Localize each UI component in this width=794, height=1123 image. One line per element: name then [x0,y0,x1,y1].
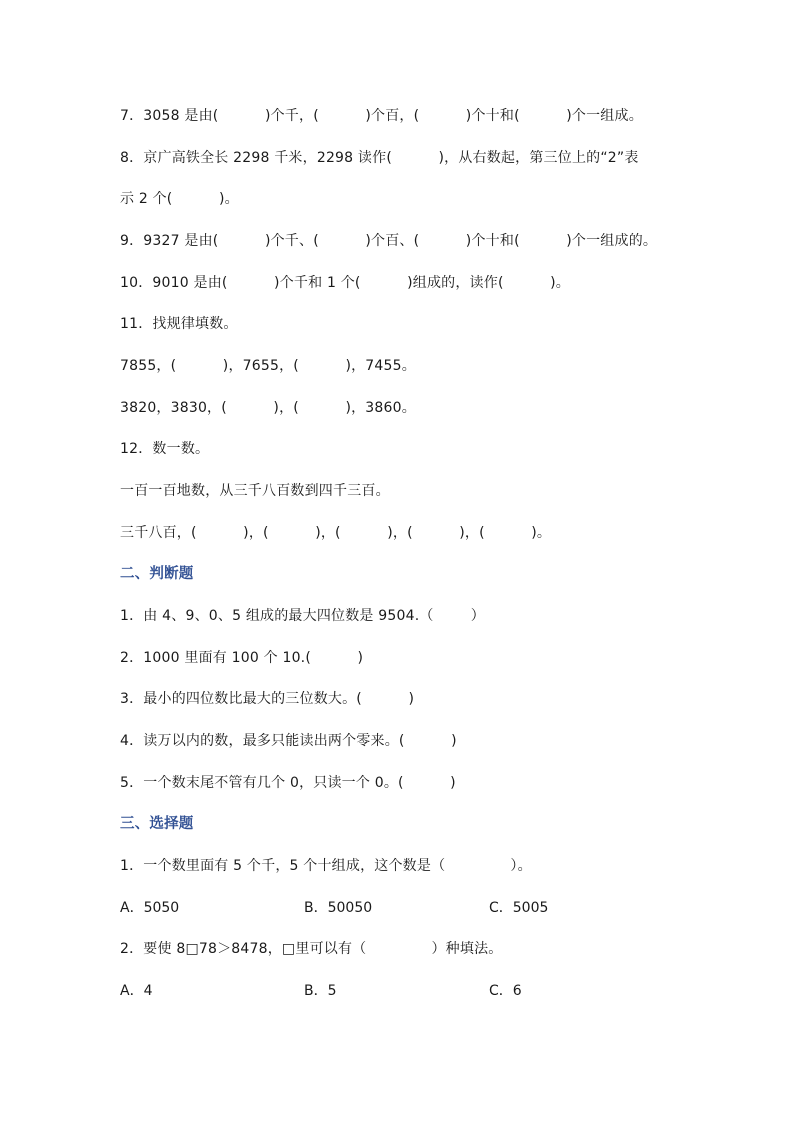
choice-2-option-b: B．5 [304,983,337,999]
choice-question-1: 1．一个数里面有 5 个千，5 个十组成，这个数是（ ）。 [120,858,532,874]
choice-question-2: 2．要使 8□78＞8478，□里可以有（ ）种填法。 [120,941,503,957]
question-11-sequence-a: 7855，( )，7655，( )，7455。 [120,358,416,374]
choice-1-option-b: B．50050 [304,900,373,916]
judge-item-3: 3．最小的四位数比最大的三位数大。( ) [120,691,415,707]
judge-item-2: 2．1000 里面有 100 个 10.( ) [120,650,364,666]
judge-item-4: 4．读万以内的数，最多只能读出两个零来。( ) [120,733,457,749]
choice-1-option-c: C．5005 [489,900,549,916]
question-11: 11．找规律填数。 [120,316,238,332]
question-9: 9．9327 是由( )个千、( )个百、( )个十和( )个一组成的。 [120,233,658,249]
section-heading-judge: 二、判断题 [120,566,194,582]
section-heading-choice: 三、选择题 [120,816,194,832]
question-8-continued: 示 2 个( )。 [120,191,239,207]
question-12-instruction: 一百一百地数，从三千八百数到四千三百。 [120,483,390,499]
question-11-sequence-b: 3820，3830，( )，( )，3860。 [120,400,416,416]
choice-2-option-a: A．4 [120,983,153,999]
question-8: 8．京广高铁全长 2298 千米，2298 读作( )，从右数起，第三位上的“2”表 [120,150,639,166]
choice-2-option-c: C．6 [489,983,522,999]
question-12-answer-line: 三千八百，( )，( )，( )，( )，( )。 [120,525,552,541]
choice-1-option-a: A．5050 [120,900,180,916]
question-12: 12．数一数。 [120,441,210,457]
question-10: 10．9010 是由( )个千和 1 个( )组成的，读作( )。 [120,275,570,291]
judge-item-1: 1．由 4、9、0、5 组成的最大四位数是 9504.（ ） [120,608,485,624]
judge-item-5: 5．一个数末尾不管有几个 0，只读一个 0。( ) [120,775,456,791]
question-7: 7．3058 是由( )个千，( )个百，( )个十和( )个一组成。 [120,108,643,124]
